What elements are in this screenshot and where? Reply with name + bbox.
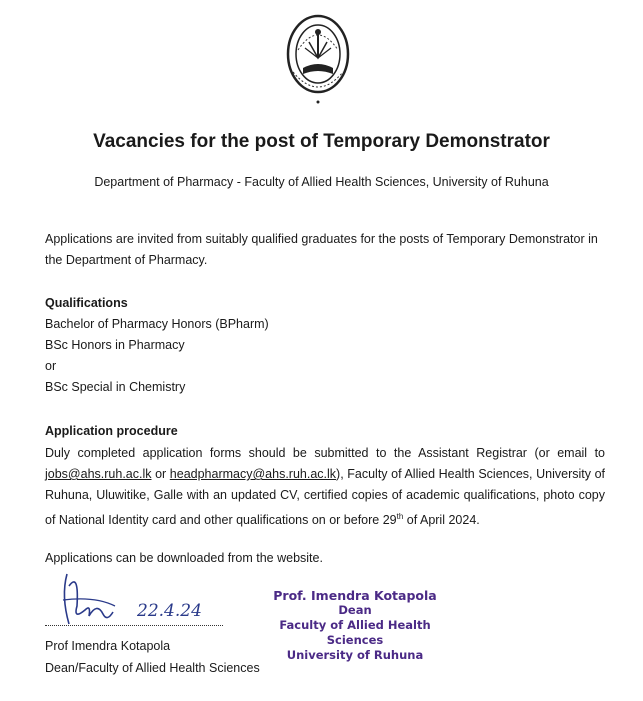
official-stamp — [250, 588, 460, 663]
qualifications-heading: Qualifications — [45, 296, 128, 310]
signature-line — [45, 625, 223, 626]
qualifications-list — [45, 314, 605, 398]
signer-block — [45, 635, 260, 679]
stamp-title: Dean — [338, 603, 372, 617]
signature-date: 22.4.24 — [137, 601, 202, 621]
qualification-item: BSc Honors in Pharmacy — [45, 338, 185, 352]
procedure-heading: Application procedure — [45, 424, 178, 438]
procedure-text: of April 2024. — [403, 513, 480, 528]
stamp-faculty: Faculty of Allied Health Sciences — [279, 618, 431, 647]
signer-position: Dean/Faculty of Allied Health Sciences — [45, 661, 260, 675]
qualification-item: BSc Special in Chemistry — [45, 380, 186, 394]
date-superscript: th — [396, 512, 404, 521]
qualification-item: Bachelor of Pharmacy Honors (BPharm) — [45, 317, 269, 331]
intro-paragraph: Applications are invited from suitably qualified graduates for the posts of Temporary Demonstrator in the Department of Pharmacy. — [45, 232, 598, 267]
procedure-text: ), Faculty of Allied Health Sciences, University of Ruhuna, Uluwitike, Galle with an updated CV, certified copies of academic qualifications, photo copy of National Identity card and other qualifications on or before 29 — [45, 467, 606, 528]
procedure-text: Duly completed application forms should be submitted to the Assistant Registrar (or email to — [45, 446, 605, 460]
stamp-name: Prof. Imendra Kotapola — [273, 588, 437, 603]
department-subtitle: Department of Pharmacy - Faculty of Allied Health Sciences, University of Ruhuna — [94, 175, 549, 189]
email-link-jobs[interactable]: jobs@ahs.ruh.ac.lk — [45, 467, 152, 481]
signer-name: Prof Imendra Kotapola — [45, 639, 171, 653]
university-crest-icon — [285, 12, 351, 108]
qualification-item: or — [45, 359, 57, 373]
page-title: Vacancies for the post of Temporary Demonstrator — [93, 131, 550, 152]
procedure-text: or — [151, 467, 170, 481]
download-note: Applications can be downloaded from the website. — [45, 551, 323, 565]
email-link-headpharmacy[interactable]: headpharmacy@ahs.ruh.ac.lk — [169, 467, 337, 481]
stamp-university: University of Ruhuna — [286, 648, 424, 662]
procedure-paragraph — [45, 443, 605, 531]
